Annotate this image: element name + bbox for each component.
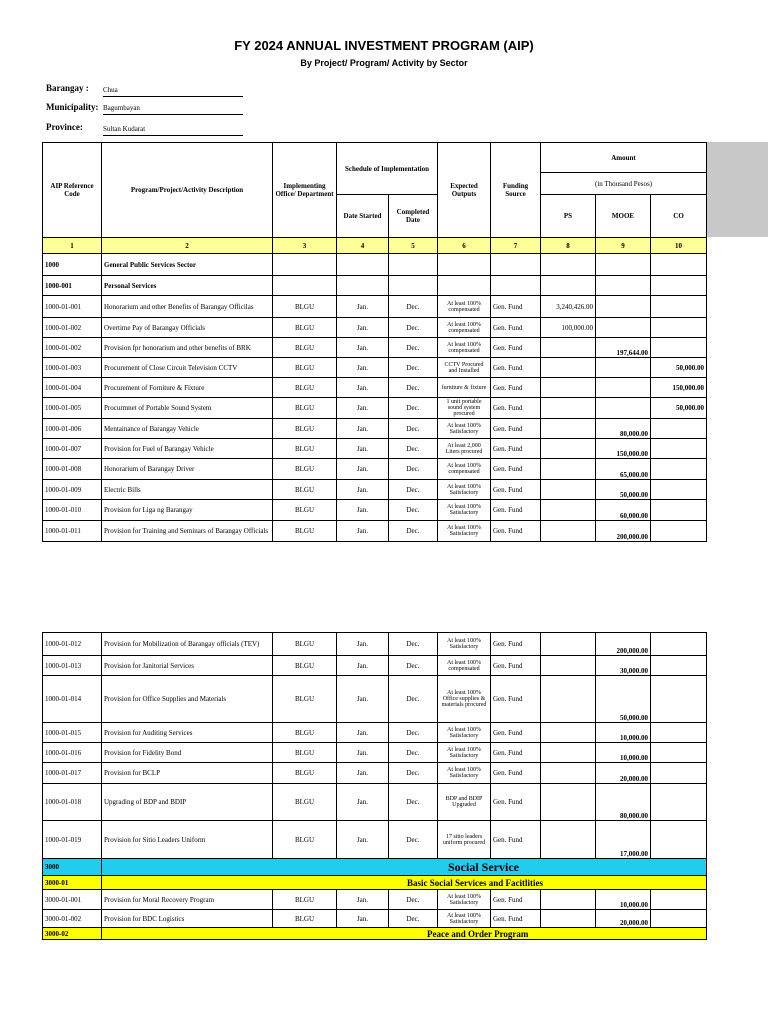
row-date-started: Jan. [337, 500, 389, 521]
table-row [43, 821, 707, 859]
header-ref: AIP Reference Code [43, 143, 102, 238]
header-desc: Program/Project/Activity Description [102, 143, 273, 238]
row-ps [541, 676, 596, 723]
row-expected-output: At least 100% Satisfactory [438, 723, 491, 743]
table-row [43, 763, 707, 784]
row-ps [541, 338, 596, 358]
row-date-started: Jan. [337, 358, 389, 378]
subsector-name: Personal Services [102, 276, 273, 296]
row-description: Upgrading of BDP and BDIP [102, 784, 273, 821]
table-row [43, 419, 707, 439]
column-number-row [43, 238, 707, 254]
row-completed-date: Dec. [389, 358, 438, 378]
row-description: Honorarium and other Benefits of Barangay Officilas [102, 296, 273, 318]
row-date-started: Jan. [337, 784, 389, 821]
row-co [651, 439, 707, 459]
row-co [651, 784, 707, 821]
row-ps [541, 890, 596, 910]
row-co [651, 480, 707, 500]
row-description: Provision for Liga ng Barangay [102, 500, 273, 521]
row-office: BLGU [273, 296, 337, 318]
row-ps [541, 419, 596, 439]
row-office: BLGU [273, 378, 337, 398]
row-mooe: 20,000.00 [596, 910, 651, 928]
row-mooe: 80,000.00 [596, 419, 651, 439]
row-completed-date: Dec. [389, 784, 438, 821]
table-row [43, 358, 707, 378]
row-co [651, 419, 707, 439]
row-mooe: 50,000.00 [596, 676, 651, 723]
row-co [651, 656, 707, 676]
row-ps: 100,000.00 [541, 318, 596, 338]
row-completed-date: Dec. [389, 656, 438, 676]
row-funding-source: Gen. Fund [491, 821, 541, 859]
column-number: 8 [541, 238, 596, 254]
row-mooe: 60,000.00 [596, 500, 651, 521]
row-funding-source: Gen. Fund [491, 439, 541, 459]
table-row [43, 633, 707, 656]
row-ps [541, 784, 596, 821]
sub3b-code: 3000-02 [43, 928, 102, 940]
page-subtitle: By Project/ Program/ Activity by Sector [300, 58, 468, 68]
row-co [651, 633, 707, 656]
row-mooe: 30,000.00 [596, 656, 651, 676]
row-ps [541, 459, 596, 480]
row-mooe: 150,000.00 [596, 439, 651, 459]
row-code: 1000-01-009 [43, 480, 102, 500]
row-date-started: Jan. [337, 743, 389, 763]
header-ps: PS [541, 195, 596, 238]
header-date-started: Date Started [337, 195, 389, 238]
row-funding-source: Gen. Fund [491, 338, 541, 358]
header-mooe: MOOE [596, 195, 651, 238]
column-number: 7 [491, 238, 541, 254]
page-title: FY 2024 ANNUAL INVESTMENT PROGRAM (AIP) [234, 38, 534, 53]
row-date-started: Jan. [337, 338, 389, 358]
aip-table-top [42, 142, 707, 542]
column-number: 10 [651, 238, 707, 254]
column-number: 3 [273, 238, 337, 254]
row-co [651, 821, 707, 859]
row-code: 1000-01-005 [43, 398, 102, 419]
row-funding-source: Gen. Fund [491, 784, 541, 821]
province-value: Sultan Kudarat [103, 124, 243, 136]
row-expected-output: At least 100% Satisfactory [438, 419, 491, 439]
header-amount-unit: (in Thousand Pesos) [541, 173, 707, 195]
province-label: Province: [46, 122, 83, 132]
row-description: Procurmnet of Portable Sound System [102, 398, 273, 419]
row-code: 1000-01-002 [43, 338, 102, 358]
row-ps [541, 743, 596, 763]
row-co [651, 910, 707, 928]
row-expected-output: At least 100% compensated [438, 296, 491, 318]
row-funding-source: Gen. Fund [491, 743, 541, 763]
row-date-started: Jan. [337, 633, 389, 656]
row-funding-source: Gen. Fund [491, 378, 541, 398]
subsector-code: 1000-001 [43, 276, 102, 296]
row-expected-output: At least 100% Satisfactory [438, 743, 491, 763]
row-date-started: Jan. [337, 378, 389, 398]
row-co: 50,000.00 [651, 358, 707, 378]
municipality-value: Bagumbayan [103, 103, 243, 115]
row-expected-output: CCTV Procured and Installed [438, 358, 491, 378]
row-completed-date: Dec. [389, 633, 438, 656]
row-office: BLGU [273, 500, 337, 521]
row-funding-source: Gen. Fund [491, 296, 541, 318]
row-mooe: 17,000.00 [596, 821, 651, 859]
row-description: Provision for Auditing Services [102, 723, 273, 743]
row-completed-date: Dec. [389, 723, 438, 743]
row-ps [541, 723, 596, 743]
table-row [43, 676, 707, 723]
row-mooe: 200,000.00 [596, 521, 651, 542]
row-office: BLGU [273, 723, 337, 743]
row-completed-date: Dec. [389, 378, 438, 398]
table-row [43, 398, 707, 419]
row-co: 150,000.00 [651, 378, 707, 398]
table-row [43, 521, 707, 542]
row-code: 1000-01-008 [43, 459, 102, 480]
column-number: 2 [102, 238, 273, 254]
row-description: Provision fpr honorarium and other benefits of BRK [102, 338, 273, 358]
row-date-started: Jan. [337, 890, 389, 910]
row-mooe: 10,000.00 [596, 723, 651, 743]
column-number: 5 [389, 238, 438, 254]
row-date-started: Jan. [337, 656, 389, 676]
row-completed-date: Dec. [389, 763, 438, 784]
row-funding-source: Gen. Fund [491, 656, 541, 676]
table-row [43, 500, 707, 521]
row-expected-output: At least 100% Satisfactory [438, 763, 491, 784]
row-expected-output: At least 100% Satisfactory [438, 633, 491, 656]
row-expected-output: At least 100% compensated [438, 318, 491, 338]
row-office: BLGU [273, 398, 337, 419]
row-co [651, 500, 707, 521]
row-date-started: Jan. [337, 763, 389, 784]
row-funding-source: Gen. Fund [491, 910, 541, 928]
row-code: 1000-01-015 [43, 723, 102, 743]
row-ps [541, 358, 596, 378]
row-mooe: 20,000.00 [596, 763, 651, 784]
row-funding-source: Gen. Fund [491, 763, 541, 784]
row-co [651, 521, 707, 542]
row-code: 1000-01-019 [43, 821, 102, 859]
row-description: Provision for Office Supplies and Materials [102, 676, 273, 723]
row-co [651, 459, 707, 480]
row-ps [541, 398, 596, 419]
header-outputs: Expected Outputs [438, 143, 491, 238]
row-ps [541, 656, 596, 676]
sub3-name: Basic Social Services and Facitlities [102, 876, 707, 890]
row-description: Provision for Sitio Leaders Uniform [102, 821, 273, 859]
row-funding-source: Gen. Fund [491, 398, 541, 419]
table-row [43, 338, 707, 358]
row-date-started: Jan. [337, 821, 389, 859]
row-completed-date: Dec. [389, 821, 438, 859]
sector3-name: Social Service [102, 859, 707, 876]
row-completed-date: Dec. [389, 910, 438, 928]
row-funding-source: Gen. Fund [491, 521, 541, 542]
row-completed-date: Dec. [389, 398, 438, 419]
row-office: BLGU [273, 784, 337, 821]
row-co [651, 676, 707, 723]
row-description: Provision for Janitorial Services [102, 656, 273, 676]
row-date-started: Jan. [337, 459, 389, 480]
row-expected-output: At least 100% Satisfactory [438, 910, 491, 928]
row-ps [541, 378, 596, 398]
row-date-started: Jan. [337, 676, 389, 723]
header-completed: Completed Date [389, 195, 438, 238]
row-completed-date: Dec. [389, 676, 438, 723]
row-code: 1000-01-007 [43, 439, 102, 459]
row-funding-source: Gen. Fund [491, 459, 541, 480]
row-office: BLGU [273, 338, 337, 358]
gray-block [706, 142, 768, 237]
row-description: Honorarium of Barangay Driver [102, 459, 273, 480]
row-description: Provision for BCLP [102, 763, 273, 784]
row-office: BLGU [273, 318, 337, 338]
row-completed-date: Dec. [389, 318, 438, 338]
row-code: 1000-01-010 [43, 500, 102, 521]
row-mooe: 10,000.00 [596, 890, 651, 910]
row-date-started: Jan. [337, 910, 389, 928]
row-date-started: Jan. [337, 419, 389, 439]
row-description: Provision for Fidelity Bond [102, 743, 273, 763]
row-expected-output: At least 2,000 Liters procured [438, 439, 491, 459]
row-office: BLGU [273, 439, 337, 459]
row-description: Provision for Mobilization of Barangay officials (TEV) [102, 633, 273, 656]
row-co [651, 338, 707, 358]
row-co [651, 743, 707, 763]
row-completed-date: Dec. [389, 419, 438, 439]
row-description: Provision for Moral Recovery Program [102, 890, 273, 910]
sub3b-name: Peace and Order Program [102, 928, 707, 940]
row-mooe [596, 318, 651, 338]
row-code: 3000-01-001 [43, 890, 102, 910]
row-expected-output: At least 100% Satisfactory [438, 480, 491, 500]
row-ps [541, 439, 596, 459]
row-description: Overtime Pay of Barangay Officials [102, 318, 273, 338]
row-expected-output: At least 100% compensated [438, 338, 491, 358]
column-number: 4 [337, 238, 389, 254]
row-description: Procurement of Close Circuit Television CCTV [102, 358, 273, 378]
table-row [43, 480, 707, 500]
row-office: BLGU [273, 656, 337, 676]
row-expected-output: At least 100% Satisfactory [438, 890, 491, 910]
table-row [43, 743, 707, 763]
row-mooe [596, 378, 651, 398]
header-co: CO [651, 195, 707, 238]
row-completed-date: Dec. [389, 743, 438, 763]
row-mooe: 10,000.00 [596, 743, 651, 763]
table-row [43, 656, 707, 676]
header-schedule: Schedule of Implementation [337, 143, 438, 195]
header-office: Implementing Office/ Department [273, 143, 337, 238]
row-office: BLGU [273, 633, 337, 656]
row-office: BLGU [273, 821, 337, 859]
row-ps: 3,240,426.00 [541, 296, 596, 318]
row-code: 1000-01-014 [43, 676, 102, 723]
row-funding-source: Gen. Fund [491, 318, 541, 338]
row-code: 1000-01-018 [43, 784, 102, 821]
row-date-started: Jan. [337, 521, 389, 542]
row-completed-date: Dec. [389, 890, 438, 910]
row-expected-output: BDP and BDIP Upgraded [438, 784, 491, 821]
row-date-started: Jan. [337, 439, 389, 459]
row-ps [541, 521, 596, 542]
row-expected-output: At least 100% compensated [438, 459, 491, 480]
row-mooe: 65,000.00 [596, 459, 651, 480]
row-completed-date: Dec. [389, 521, 438, 542]
row-code: 1000-01-017 [43, 763, 102, 784]
row-expected-output: At least 100% compensated [438, 656, 491, 676]
row-expected-output: At least 100% Satisfactory [438, 521, 491, 542]
row-description: Provision for BDC Logistics [102, 910, 273, 928]
row-description: Electric Bills [102, 480, 273, 500]
table-row [43, 318, 707, 338]
row-code: 1000-01-013 [43, 656, 102, 676]
column-number: 1 [43, 238, 102, 254]
row-code: 1000-01-016 [43, 743, 102, 763]
row-expected-output: At least 100% Satisfactory [438, 500, 491, 521]
row-mooe [596, 296, 651, 318]
row-completed-date: Dec. [389, 338, 438, 358]
row-code: 1000-01-012 [43, 633, 102, 656]
table-row [43, 296, 707, 318]
row-expected-output: 1 unit portable sound system procured [438, 398, 491, 419]
row-office: BLGU [273, 676, 337, 723]
row-funding-source: Gen. Fund [491, 500, 541, 521]
row-completed-date: Dec. [389, 439, 438, 459]
table-row [43, 723, 707, 743]
row-co [651, 296, 707, 318]
row-completed-date: Dec. [389, 480, 438, 500]
row-expected-output: furniture & fixture [438, 378, 491, 398]
row-expected-output: 17 sitio leaders uniform procured [438, 821, 491, 859]
row-date-started: Jan. [337, 398, 389, 419]
row-code: 3000-01-002 [43, 910, 102, 928]
row-co [651, 890, 707, 910]
row-office: BLGU [273, 419, 337, 439]
column-number: 6 [438, 238, 491, 254]
row-funding-source: Gen. Fund [491, 890, 541, 910]
row-code: 1000-01-001 [43, 296, 102, 318]
row-completed-date: Dec. [389, 296, 438, 318]
row-date-started: Jan. [337, 318, 389, 338]
row-ps [541, 500, 596, 521]
row-ps [541, 480, 596, 500]
row-ps [541, 821, 596, 859]
row-funding-source: Gen. Fund [491, 676, 541, 723]
row-code: 1000-01-011 [43, 521, 102, 542]
row-funding-source: Gen. Fund [491, 419, 541, 439]
row-funding-source: Gen. Fund [491, 723, 541, 743]
row-office: BLGU [273, 358, 337, 378]
row-office: BLGU [273, 459, 337, 480]
row-ps [541, 633, 596, 656]
row-co [651, 318, 707, 338]
row-code: 1000-01-004 [43, 378, 102, 398]
row-description: Mentainance of Barangay Vehicle [102, 419, 273, 439]
row-funding-source: Gen. Fund [491, 358, 541, 378]
header-funding: Funding Source [491, 143, 541, 238]
sub3-code: 3000-01 [43, 876, 102, 890]
table-row [43, 784, 707, 821]
row-funding-source: Gen. Fund [491, 633, 541, 656]
row-funding-source: Gen. Fund [491, 480, 541, 500]
row-completed-date: Dec. [389, 459, 438, 480]
row-co: 50,000.00 [651, 398, 707, 419]
row-mooe: 80,000.00 [596, 784, 651, 821]
aip-table-bottom [42, 632, 707, 940]
row-description: Procurement of Forniture & Fixture [102, 378, 273, 398]
row-date-started: Jan. [337, 723, 389, 743]
row-co [651, 763, 707, 784]
row-code: 1000-01-003 [43, 358, 102, 378]
row-expected-output: At least 100% Office supplies & materials procured [438, 676, 491, 723]
row-office: BLGU [273, 480, 337, 500]
row-description: Provision for Fuel of Barangay Vehicle [102, 439, 273, 459]
row-completed-date: Dec. [389, 500, 438, 521]
row-office: BLGU [273, 743, 337, 763]
row-office: BLGU [273, 521, 337, 542]
sector-name: General Public Services Sector [102, 254, 273, 276]
row-date-started: Jan. [337, 296, 389, 318]
row-co [651, 723, 707, 743]
row-code: 1000-01-006 [43, 419, 102, 439]
table-row [43, 910, 707, 928]
row-mooe [596, 358, 651, 378]
sector3-code: 3000 [43, 859, 102, 876]
row-ps [541, 910, 596, 928]
row-date-started: Jan. [337, 480, 389, 500]
column-number: 9 [596, 238, 651, 254]
row-mooe: 50,000.00 [596, 480, 651, 500]
barangay-label: Barangay : [46, 83, 89, 93]
row-ps [541, 763, 596, 784]
row-office: BLGU [273, 890, 337, 910]
row-description: Provision for Training and Seminars of Barangay Officials [102, 521, 273, 542]
table-row [43, 378, 707, 398]
table-row [43, 439, 707, 459]
header-amount: Amount [541, 143, 707, 173]
row-code: 1000-01-002 [43, 318, 102, 338]
row-mooe: 200,000.00 [596, 633, 651, 656]
row-office: BLGU [273, 910, 337, 928]
municipality-label: Municipality: [46, 102, 99, 112]
table-row [43, 459, 707, 480]
barangay-value: Chua [103, 85, 243, 97]
row-mooe [596, 398, 651, 419]
sector-code: 1000 [43, 254, 102, 276]
row-mooe: 197,644.00 [596, 338, 651, 358]
table-row [43, 890, 707, 910]
row-office: BLGU [273, 763, 337, 784]
